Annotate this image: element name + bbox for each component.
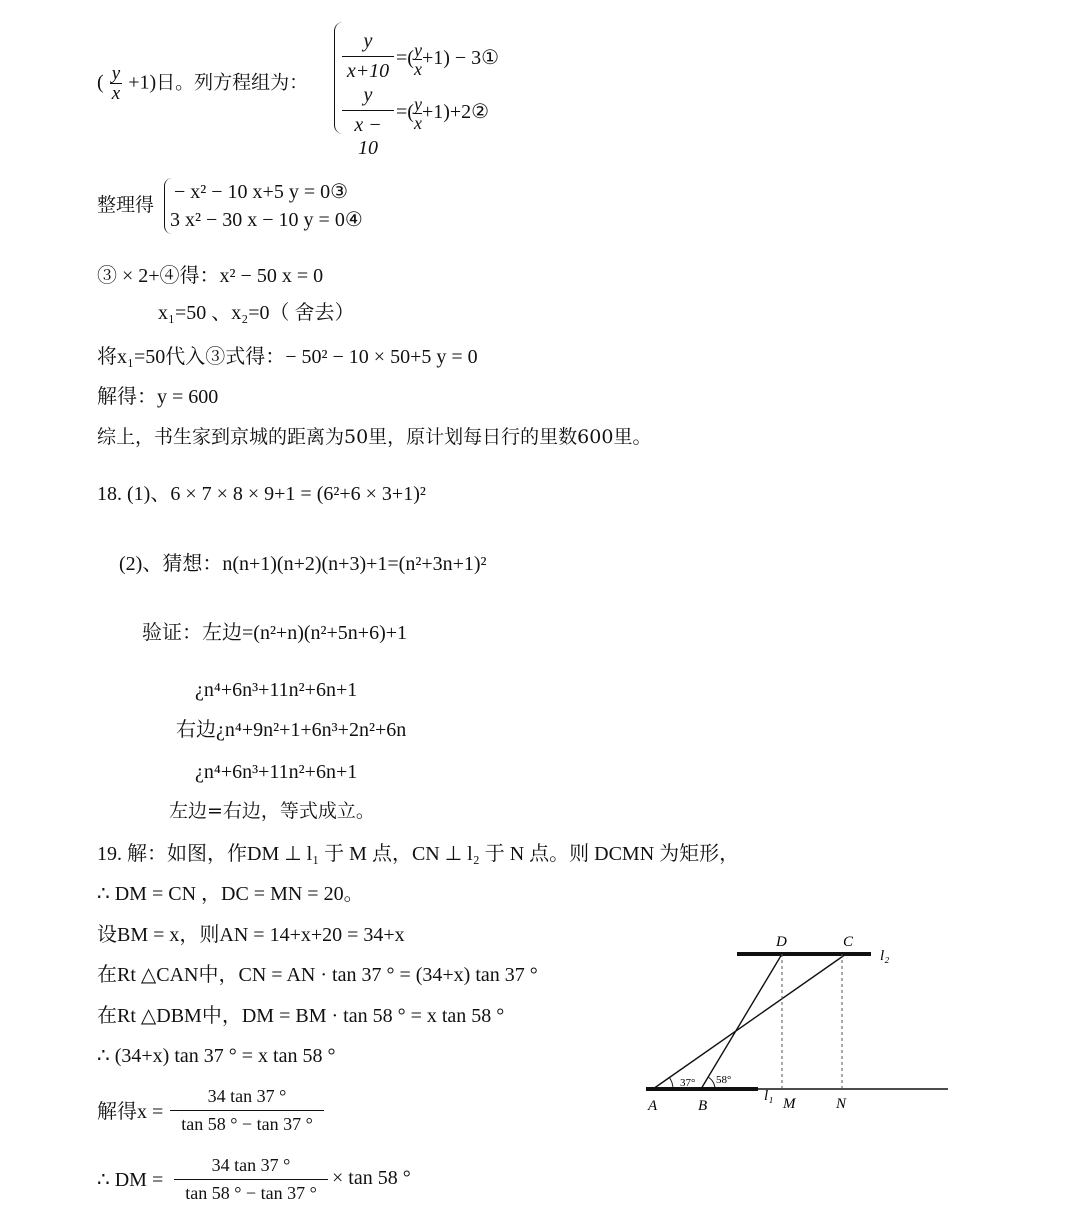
- eq2-fraction: $\frac{y}{x - 10}$: [342, 84, 394, 160]
- q19-dm-tail: × tan 58 °: [332, 1167, 411, 1189]
- angle-b-label: 58°: [716, 1074, 732, 1086]
- q19-dm-label: ∴ DM =: [97, 1169, 164, 1191]
- q18-part1: 18. (1)、6 × 7 × 8 × 9+1 = (6²+6 × 3+1)²: [97, 483, 426, 505]
- geometry-figure: [640, 930, 960, 1120]
- arrange-label: 整理得: [97, 194, 155, 216]
- q18-verify: 验证：左边=(n²+n)(n²+5n+6)+1: [142, 622, 408, 644]
- conclusion-17: 综上，书生家到京城的距离为50里，原计划每日行的里数600里。: [97, 426, 652, 448]
- q19-eq: ∴ (34+x) tan 37 ° = x tan 58 °: [97, 1045, 336, 1067]
- angle-a-label: 37°: [680, 1077, 696, 1089]
- solve-y: 解得：y = 600: [97, 386, 219, 408]
- point-c: C: [843, 934, 854, 950]
- q19-dm-den: tan 58 ° − tan 37 °: [185, 1183, 317, 1203]
- eq2-rest: =( $\frac{y}{x}$ +1)+2②: [396, 94, 490, 133]
- q19-rect: ∴ DM = CN ，DC = MN = 20。: [97, 883, 364, 905]
- eq1-fraction: $\frac{y}{x+10}$: [342, 30, 394, 83]
- q19-dm-num: 34 tan 37 °: [174, 1155, 328, 1180]
- q19-solve-num: 34 tan 37 °: [170, 1086, 324, 1111]
- eq4: 3 x² − 30 x − 10 y = 0④: [170, 209, 363, 231]
- q18-right-expand: 右边¿n⁴+9n²+1+6n³+2n²+6n: [176, 719, 407, 741]
- q19-solve-fraction: [170, 1086, 324, 1135]
- q19-dm-fraction: [174, 1155, 328, 1204]
- eq3: − x² − 10 x+5 y = 0③: [174, 181, 349, 203]
- substitute-step: 将x₁=50代入③式得：− 50² − 10 × 50+5 y = 0: [97, 346, 478, 368]
- point-n: N: [836, 1096, 847, 1112]
- q18-equal: 左边=右边，等式成立。: [169, 800, 375, 822]
- roots: x₁=50 、x₂=0（ 舍去）: [158, 302, 355, 324]
- point-d: D: [776, 934, 787, 950]
- q19-can: 在Rt △CAN中，CN = AN · tan 37 ° = (34+x) tan 37 °: [97, 964, 538, 986]
- q19-intro: 19. 解：如图，作DM ⊥ l₁ 于 M 点，CN ⊥ l₂ 于 N 点。则 DCMN 为矩形，: [97, 843, 740, 865]
- label-l1: l₁: [764, 1088, 774, 1104]
- q18-left-result: ¿n⁴+6n³+11n²+6n+1: [195, 679, 358, 701]
- segment-ac: [653, 954, 846, 1089]
- q19-solve-label: 解得x =: [97, 1101, 164, 1123]
- combine-step: ③ × 2+④得：x² − 50 x = 0: [97, 265, 324, 287]
- segment-bd: [701, 954, 782, 1089]
- q19-dbm: 在Rt △DBM中，DM = BM · tan 58 ° = x tan 58 °: [97, 1005, 505, 1027]
- label-l2: l₂: [880, 948, 890, 964]
- point-b: B: [698, 1098, 708, 1114]
- point-a: A: [648, 1098, 658, 1114]
- q18-right-result: ¿n⁴+6n³+11n²+6n+1: [195, 761, 358, 783]
- lead-text: ( $\frac{y}{x}$ +1)日。列方程组为：: [97, 63, 309, 104]
- point-m: M: [783, 1096, 796, 1112]
- q18-part2: (2)、猜想：n(n+1)(n+2)(n+3)+1=(n²+3n+1)²: [119, 553, 487, 575]
- eq1-rest: =( $\frac{y}{x}$ +1) − 3①: [396, 40, 500, 79]
- q19-let: 设BM = x，则AN = 14+x+20 = 34+x: [97, 924, 405, 946]
- q19-solve-den: tan 58 ° − tan 37 °: [181, 1114, 313, 1134]
